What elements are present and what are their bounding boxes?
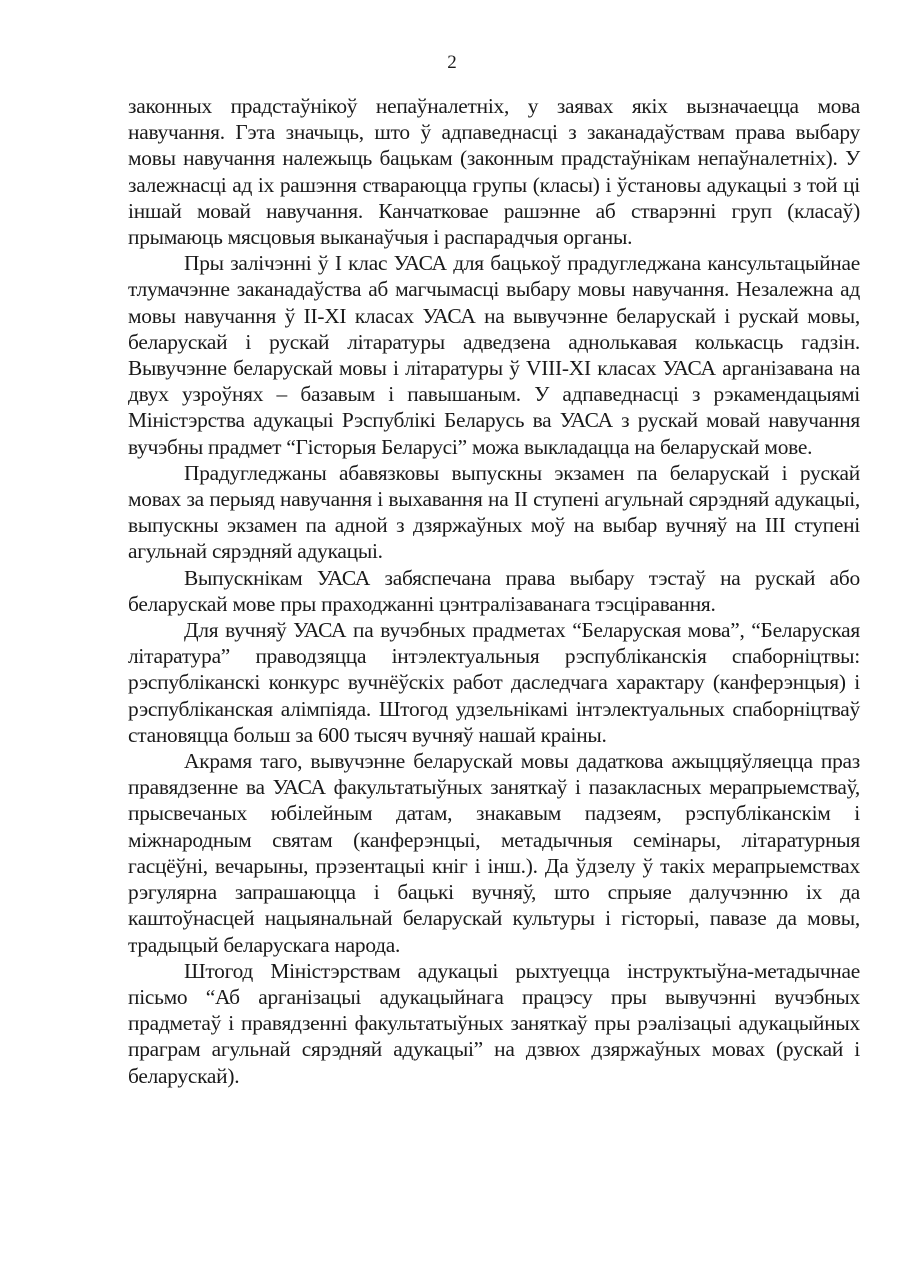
paragraph-first-grade-consultation: Пры залічэнні ў І клас УАСА для бацькоў прадугледжана кансультацыйнае тлумачэнне заканадаўства аб магчымасці выбару мовы навучання. Незалежна ад мовы навучання ў ІІ-ХІ класах УАСА на вывучэнне беларускай і рускай мовы, беларускай і рускай літаратуры адведзена аднолькавая колькасць гадзін. Вывучэнне беларускай мовы і літаратуры ў VІІІ-ХІ класах УАСА арганізавана на двух узроўнях – базавым і павышаным. У адпаведнасці з рэкамендацыямі Міністэрства адукацыі Рэспублікі Беларусь ва УАСА з рускай мовай навучання вучэбны прадмет “Гісторыя Беларусі” можа выкладацца на беларускай мове.: [128, 251, 860, 459]
paragraph-continuation: законных прадстаўнікоў непаўналетніх, у заявах якіх вызначаецца мова навучання. Гэта значыць, што ў адпаведнасці з заканадаўствам права выбару мовы навучання належыць бацькам (законным прадстаўнікам непаўналетніх). У залежнасці ад іх рашэння ствараюцца групы (класы) і ўстановы адукацыі з той ці іншай мовай навучання. Канчатковае рашэнне аб стварэнні груп (класаў) прымаюць мясцовыя выканаўчыя і распарадчыя органы.: [128, 94, 860, 250]
document-body: [128, 93, 860, 1089]
paragraph-centralized-testing: Выпускнікам УАСА забяспечана права выбару тэстаў на рускай або беларускай мове пры праходжанні цэнтралізаванага тэсціравання.: [128, 565, 860, 616]
paragraph-extracurricular: Акрамя таго, вывучэнне беларускай мовы дадаткова ажыццяўляецца праз правядзенне ва УАСА факультатыўных заняткаў і пазакласных мерапрыемстваў, прысвечаных юбілейным датам, знакавым падзеям, рэспубліканскім і міжнародным святам (канферэнцыі, метадычныя семінары, літаратурныя гасцёўні, вечарыны, прэзентацыі кніг і інш.). Да ўдзелу ў такіх мерапрыемствах рэгулярна запрашаюцца і бацькі вучняў, што спрыяе далучэнню іх да каштоўнасцей нацыянальнай беларускай культуры і гісторыі, павазе да мовы, традыцый беларускага народа.: [128, 749, 860, 957]
paragraph-ministry-letter: Штогод Міністэрствам адукацыі рыхтуецца інструктыўна-метадычнае пісьмо “Аб арганізацыі адукацыйнага працэсу пры вывучэнні вучэбных прадметаў і правядзенні факультатыўных заняткаў пры рэалізацыі адукацыйных праграм агульнай сярэдняй адукацыі” на дзвюх дзяржаўных мовах (рускай і беларускай).: [128, 958, 860, 1088]
page-number: 2: [447, 52, 457, 73]
paragraph-olympiads: Для вучняў УАСА па вучэбных прадметах “Беларуская мова”, “Беларуская літаратура” праводзяцца інтэлектуальныя рэспубліканскія спаборніцтвы: рэспубліканскі конкурс вучнёўскіх работ даследчага характару (канферэнцыя) і рэспубліканская алімпіяда. Штогод удзельнікамі інтэлектуальных спаборніцтваў становяцца больш за 600 тысяч вучняў нашай краіны.: [128, 618, 860, 747]
paragraph-final-exams: Прадугледжаны абавязковы выпускны экзамен па беларускай і рускай мовах за перыяд навучання і выхавання на ІІ ступені агульнай сярэдняй адукацыі, выпускны экзамен па адной з дзяржаўных моў на выбар вучняў на ІІІ ступені агульнай сярэдняй адукацыі.: [128, 460, 860, 564]
